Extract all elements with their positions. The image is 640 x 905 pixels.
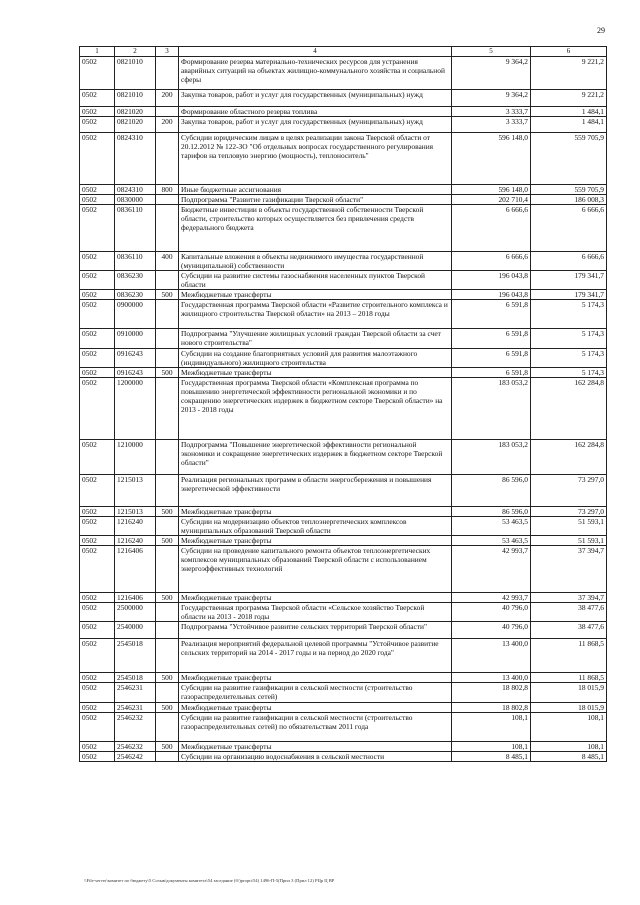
amount-actual: 8 485,1 [531, 752, 607, 762]
expense-type: 500 [156, 367, 179, 377]
amount-actual: 559 705,9 [531, 184, 607, 194]
amount-actual: 5 174,3 [531, 299, 607, 328]
target-code: 0900000 [115, 299, 156, 328]
target-code: 1216406 [115, 593, 156, 603]
description: Субсидии на организацию водоснабжения в сельской местности [179, 752, 452, 762]
expense-type [156, 439, 179, 474]
target-code: 2545018 [115, 639, 156, 673]
section-code: 0502 [80, 673, 115, 683]
expense-type [156, 348, 179, 367]
amount-actual: 38 477,6 [531, 603, 607, 622]
description: Закупка товаров, работ и услуг для государственных (муниципальных) нужд [179, 116, 452, 132]
section-code: 0502 [80, 439, 115, 474]
table-row [80, 89, 607, 106]
expense-type [156, 474, 179, 506]
target-code: 2546232 [115, 713, 156, 742]
column-header: 3 [156, 47, 179, 57]
description: Межбюджетные трансферты [179, 703, 452, 713]
expense-type [156, 622, 179, 639]
expense-type: 500 [156, 289, 179, 299]
table-row [80, 516, 607, 535]
expense-type: 500 [156, 703, 179, 713]
table-row [80, 377, 607, 439]
expense-type [156, 603, 179, 622]
amount-plan: 6 666,6 [452, 251, 531, 270]
amount-actual: 5 174,3 [531, 348, 607, 367]
amount-plan: 42 993,7 [452, 593, 531, 603]
table-row [80, 593, 607, 603]
amount-plan: 13 400,0 [452, 639, 531, 673]
target-code: 2545018 [115, 673, 156, 683]
table-row [80, 299, 607, 328]
section-code: 0502 [80, 639, 115, 673]
amount-actual: 73 297,0 [531, 474, 607, 506]
amount-actual: 6 666,6 [531, 204, 607, 251]
amount-actual: 51 593,1 [531, 516, 607, 535]
section-code: 0502 [80, 251, 115, 270]
description: Подпрограмма "Улучшение жилищных условий граждан Тверской области за счет нового строительства" [179, 328, 452, 348]
section-code: 0502 [80, 713, 115, 742]
description: Субсидии на развитие системы газоснабжения населенных пунктов Тверской области [179, 270, 452, 289]
expense-type [156, 270, 179, 289]
section-code: 0502 [80, 535, 115, 545]
description: Подпрограмма "Устойчивое развитие сельских территорий Тверской области" [179, 622, 452, 639]
expense-type [156, 752, 179, 762]
table-row [80, 116, 607, 132]
amount-actual: 18 015,9 [531, 703, 607, 713]
expense-type: 500 [156, 593, 179, 603]
table-row [80, 639, 607, 673]
section-code: 0502 [80, 348, 115, 367]
section-code: 0502 [80, 184, 115, 194]
amount-plan: 9 364,2 [452, 56, 531, 89]
section-code: 0502 [80, 132, 115, 184]
description: Межбюджетные трансферты [179, 289, 452, 299]
amount-plan: 18 802,8 [452, 703, 531, 713]
table-header-row [80, 47, 607, 57]
description: Межбюджетные трансферты [179, 506, 452, 516]
description: Субсидии юридическим лицам в целях реализации закона Тверской области от 20.12.2012 № 122-ЗО "Об отдельных вопросах государственного регулирования тарифов на тепловую энергию (мощность), теплоноситель" [179, 132, 452, 184]
target-code: 0836110 [115, 251, 156, 270]
amount-plan: 13 400,0 [452, 673, 531, 683]
target-code: 0821020 [115, 106, 156, 116]
amount-plan: 6 666,6 [452, 204, 531, 251]
amount-plan: 6 591,8 [452, 367, 531, 377]
target-code: 0916243 [115, 367, 156, 377]
target-code: 1216406 [115, 546, 156, 593]
expense-type [156, 132, 179, 184]
section-code: 0502 [80, 516, 115, 535]
section-code: 0502 [80, 683, 115, 703]
footer-file-path: \\File-server\комитет по бюджету\5 Созыв\документы комитета\54 заседание (б\)ргорп\54) 1496-П-5(Прил 3 (Прил 12) РЦр Ц ВР [84, 878, 335, 883]
target-code: 2546232 [115, 742, 156, 752]
amount-actual: 162 284,8 [531, 377, 607, 439]
description: Межбюджетные трансферты [179, 742, 452, 752]
expense-type [156, 546, 179, 593]
description: Межбюджетные трансферты [179, 535, 452, 545]
table-row [80, 270, 607, 289]
table-row [80, 184, 607, 194]
expense-type [156, 516, 179, 535]
description: Государственная программа Тверской области «Сельское хозяйство Тверской области на 2013 - 2018 годы [179, 603, 452, 622]
section-code: 0502 [80, 270, 115, 289]
expense-type: 500 [156, 742, 179, 752]
target-code: 0821010 [115, 56, 156, 89]
expense-type: 200 [156, 116, 179, 132]
target-code: 2546231 [115, 683, 156, 703]
amount-plan: 3 333,7 [452, 116, 531, 132]
amount-actual: 179 341,7 [531, 289, 607, 299]
description: Субсидии на проведение капитального ремонта объектов теплоэнергетических комплексов муниципальных образований Тверской области с использованием энергоэффективных технологий [179, 546, 452, 593]
section-code: 0502 [80, 377, 115, 439]
amount-plan: 53 463,5 [452, 535, 531, 545]
section-code: 0502 [80, 367, 115, 377]
description: Реализация мероприятий федеральной целевой программы "Устойчивое развитие сельских территорий на 2014 - 2017 годы и на период до 2020 года" [179, 639, 452, 673]
amount-actual: 9 221,2 [531, 56, 607, 89]
table-row [80, 546, 607, 593]
table-row [80, 367, 607, 377]
target-code: 1210000 [115, 439, 156, 474]
table-row [80, 289, 607, 299]
section-code: 0502 [80, 204, 115, 251]
expense-type: 400 [156, 251, 179, 270]
table-row [80, 194, 607, 204]
column-header: 6 [531, 47, 607, 57]
expense-type: 200 [156, 89, 179, 106]
amount-actual: 5 174,3 [531, 367, 607, 377]
amount-actual: 5 174,3 [531, 328, 607, 348]
amount-actual: 6 666,6 [531, 251, 607, 270]
expense-type [156, 683, 179, 703]
amount-actual: 1 484,1 [531, 106, 607, 116]
expense-type [156, 204, 179, 251]
table-row [80, 439, 607, 474]
amount-plan: 183 053,2 [452, 377, 531, 439]
expense-type [156, 299, 179, 328]
amount-actual: 11 868,5 [531, 673, 607, 683]
expense-type [156, 194, 179, 204]
target-code: 2540000 [115, 622, 156, 639]
target-code: 1215013 [115, 474, 156, 506]
table-row [80, 713, 607, 742]
section-code: 0502 [80, 194, 115, 204]
target-code: 0824310 [115, 132, 156, 184]
amount-plan: 6 591,8 [452, 348, 531, 367]
amount-plan: 6 591,8 [452, 328, 531, 348]
table-row [80, 204, 607, 251]
amount-actual: 162 284,8 [531, 439, 607, 474]
expense-type [156, 328, 179, 348]
amount-plan: 202 710,4 [452, 194, 531, 204]
description: Формирование областного резерва топлива [179, 106, 452, 116]
table-row [80, 622, 607, 639]
amount-actual: 559 705,9 [531, 132, 607, 184]
table-row [80, 474, 607, 506]
amount-plan: 42 993,7 [452, 546, 531, 593]
column-header: 4 [179, 47, 452, 57]
description: Формирование резерва материально-технических ресурсов для устранения аварийных ситуаций на объектах жилищно-коммунального хозяйства и социальной сферы [179, 56, 452, 89]
table-body [80, 56, 607, 762]
amount-actual: 179 341,7 [531, 270, 607, 289]
section-code: 0502 [80, 116, 115, 132]
table-row [80, 106, 607, 116]
expense-type: 500 [156, 506, 179, 516]
section-code: 0502 [80, 328, 115, 348]
budget-table [79, 46, 607, 762]
description: Бюджетные инвестиции в объекты государственной собственности Тверской области, строительство которых осуществляется без привлечения средств федерального бюджета [179, 204, 452, 251]
column-header: 2 [115, 47, 156, 57]
amount-actual: 186 008,3 [531, 194, 607, 204]
section-code: 0502 [80, 506, 115, 516]
description: Иные бюджетные ассигнования [179, 184, 452, 194]
target-code: 2500000 [115, 603, 156, 622]
target-code: 0836230 [115, 289, 156, 299]
amount-plan: 3 333,7 [452, 106, 531, 116]
expense-type [156, 639, 179, 673]
amount-actual: 18 015,9 [531, 683, 607, 703]
description: Субсидии на развитие газификации в сельской местности (строительство газораспределительных сетей) [179, 683, 452, 703]
section-code: 0502 [80, 703, 115, 713]
table-row [80, 752, 607, 762]
amount-actual: 38 477,6 [531, 622, 607, 639]
section-code: 0502 [80, 622, 115, 639]
expense-type [156, 377, 179, 439]
description: Подпрограмма "Развитие газификации Тверской области" [179, 194, 452, 204]
table-row [80, 506, 607, 516]
amount-actual: 73 297,0 [531, 506, 607, 516]
amount-plan: 596 148,0 [452, 184, 531, 194]
section-code: 0502 [80, 106, 115, 116]
target-code: 0836110 [115, 204, 156, 251]
table-row [80, 703, 607, 713]
amount-actual: 11 868,5 [531, 639, 607, 673]
table-row [80, 683, 607, 703]
amount-actual: 108,1 [531, 742, 607, 752]
section-code: 0502 [80, 546, 115, 593]
table-row [80, 673, 607, 683]
target-code: 1216240 [115, 516, 156, 535]
target-code: 0836230 [115, 270, 156, 289]
expense-type [156, 56, 179, 89]
section-code: 0502 [80, 603, 115, 622]
target-code: 0910000 [115, 328, 156, 348]
amount-plan: 596 148,0 [452, 132, 531, 184]
amount-actual: 1 484,1 [531, 116, 607, 132]
section-code: 0502 [80, 289, 115, 299]
target-code: 0830000 [115, 194, 156, 204]
expense-type [156, 106, 179, 116]
table-row [80, 132, 607, 184]
amount-plan: 40 796,0 [452, 603, 531, 622]
section-code: 0502 [80, 56, 115, 89]
section-code: 0502 [80, 474, 115, 506]
target-code: 1215013 [115, 506, 156, 516]
description: Капитальные вложения в объекты недвижимого имущества государственной (муниципальной) собственности [179, 251, 452, 270]
page-number: 29 [597, 26, 605, 35]
table-row [80, 603, 607, 622]
target-code: 0916243 [115, 348, 156, 367]
amount-plan: 86 596,0 [452, 474, 531, 506]
column-header: 1 [80, 47, 115, 57]
table-row [80, 742, 607, 752]
amount-actual: 51 593,1 [531, 535, 607, 545]
amount-actual: 108,1 [531, 713, 607, 742]
expense-type: 500 [156, 673, 179, 683]
description: Субсидии на создание благоприятных условий для развития малоэтажного (индивидуального) жилищного строительства [179, 348, 452, 367]
description: Реализация региональных программ в области энергосбережения и повышения энергетической эффективности [179, 474, 452, 506]
amount-plan: 196 043,8 [452, 270, 531, 289]
expense-type: 500 [156, 535, 179, 545]
description: Подпрограмма "Повышение энергетической эффективности региональной экономики и сокращение энергетических издержек в бюджетном секторе Тверской области" [179, 439, 452, 474]
amount-plan: 196 043,8 [452, 289, 531, 299]
table-row [80, 56, 607, 89]
amount-plan: 53 463,5 [452, 516, 531, 535]
column-header: 5 [452, 47, 531, 57]
section-code: 0502 [80, 89, 115, 106]
amount-plan: 86 596,0 [452, 506, 531, 516]
table-row [80, 348, 607, 367]
section-code: 0502 [80, 752, 115, 762]
section-code: 0502 [80, 742, 115, 752]
target-code: 2546242 [115, 752, 156, 762]
description: Субсидии на модернизацию объектов теплоэнергетических комплексов муниципальных образований Тверской области [179, 516, 452, 535]
amount-plan: 6 591,8 [452, 299, 531, 328]
amount-plan: 18 802,8 [452, 683, 531, 703]
amount-plan: 9 364,2 [452, 89, 531, 106]
amount-plan: 8 485,1 [452, 752, 531, 762]
description: Государственная программа Тверской области «Развитие строительного комплекса и жилищного строительства Тверской области» на 2013 – 2018 годы [179, 299, 452, 328]
amount-plan: 108,1 [452, 713, 531, 742]
section-code: 0502 [80, 593, 115, 603]
description: Межбюджетные трансферты [179, 593, 452, 603]
target-code: 1200000 [115, 377, 156, 439]
section-code: 0502 [80, 299, 115, 328]
expense-type [156, 713, 179, 742]
description: Межбюджетные трансферты [179, 673, 452, 683]
target-code: 2546231 [115, 703, 156, 713]
amount-actual: 9 221,2 [531, 89, 607, 106]
target-code: 0821020 [115, 116, 156, 132]
description: Закупка товаров, работ и услуг для государственных (муниципальных) нужд [179, 89, 452, 106]
target-code: 0821010 [115, 89, 156, 106]
target-code: 1216240 [115, 535, 156, 545]
description: Межбюджетные трансферты [179, 367, 452, 377]
table-row [80, 535, 607, 545]
amount-actual: 37 394,7 [531, 593, 607, 603]
table-row [80, 251, 607, 270]
description: Субсидии на развитие газификации в сельской местности (строительство газораспределительных сетей) по обязательствам 2011 года [179, 713, 452, 742]
amount-plan: 183 053,2 [452, 439, 531, 474]
amount-plan: 108,1 [452, 742, 531, 752]
amount-plan: 40 796,0 [452, 622, 531, 639]
expense-type: 800 [156, 184, 179, 194]
amount-actual: 37 394,7 [531, 546, 607, 593]
table-row [80, 328, 607, 348]
description: Государственная программа Тверской области «Комплексная программа по повышению энергетической эффективности региональной экономики и по сокращению энергетических издержек в бюджетном секторе Тверской области» на 2013 - 2018 годы [179, 377, 452, 439]
target-code: 0824310 [115, 184, 156, 194]
